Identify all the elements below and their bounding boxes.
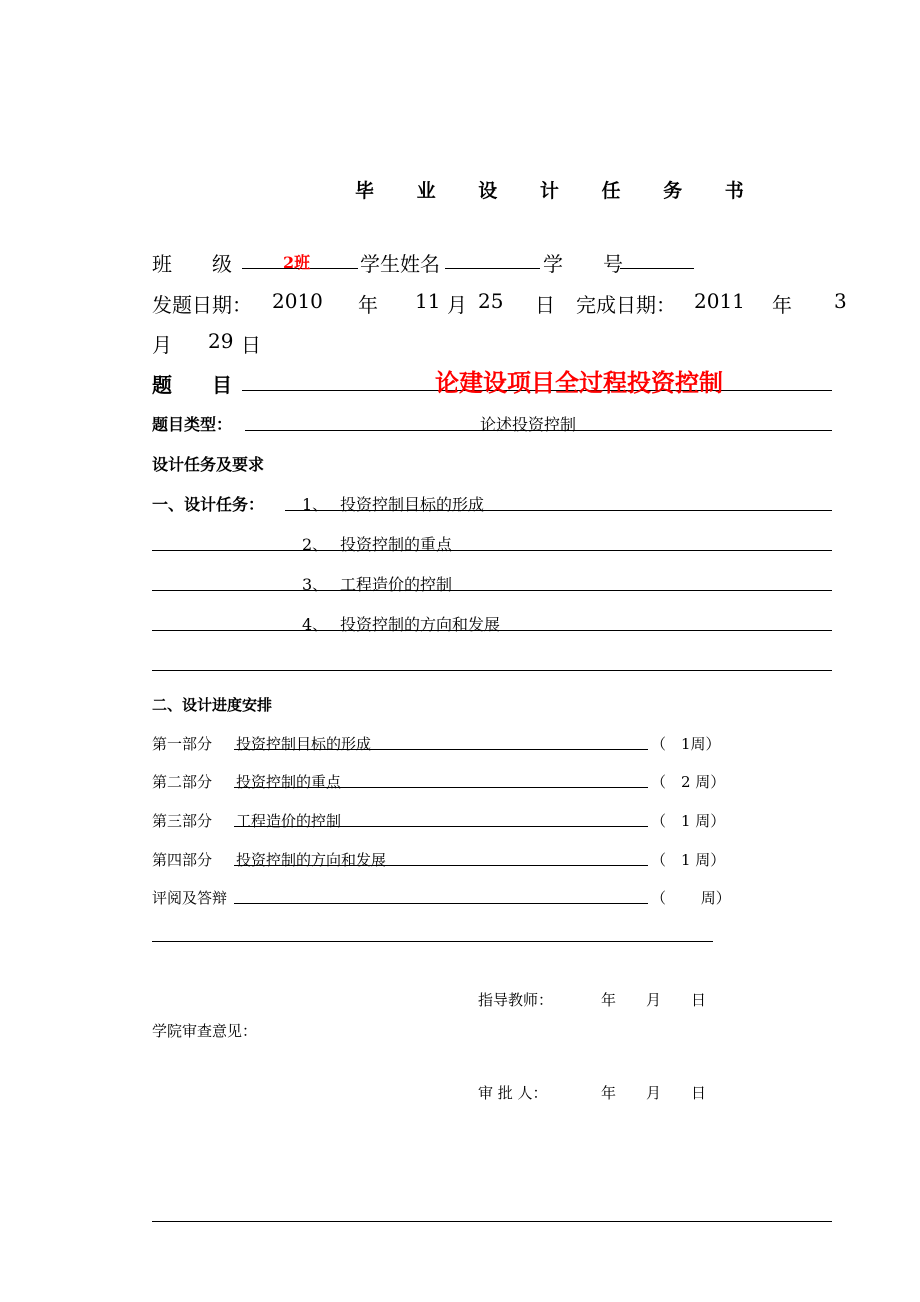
schedule-content-1: 投资控制目标的形成 xyxy=(236,735,372,753)
schedule-line-5 xyxy=(234,903,648,904)
task-text-1: 投资控制目标的形成 xyxy=(340,495,485,514)
task-text-3: 工程造价的控制 xyxy=(340,575,453,594)
complete-day: 29 xyxy=(208,329,234,353)
task-line-blank xyxy=(152,670,832,671)
complete-date-label: 完成日期： xyxy=(576,293,676,317)
task-text-2: 投资控制的重点 xyxy=(340,535,453,554)
complete-year-char: 年 xyxy=(772,293,792,317)
schedule-weeks-4: （ 1 周） xyxy=(651,851,726,869)
task-num-2: 2、 xyxy=(302,535,329,554)
schedule-header: 二、设计进度安排 xyxy=(152,696,273,714)
topic-value: 论建设项目全过程投资控制 xyxy=(435,368,723,397)
task-text-4: 投资控制的方向和发展 xyxy=(340,615,501,634)
schedule-weeks-1: （ 1周） xyxy=(651,735,721,753)
advisor-label: 指导教师： xyxy=(478,991,554,1009)
schedule-part-2: 第二部分 xyxy=(152,773,213,791)
schedule-part-4: 第四部分 xyxy=(152,851,213,869)
advisor-date: 年 月 日 xyxy=(601,991,707,1009)
issue-year: 2010 xyxy=(272,289,323,313)
schedule-part-5: 评阅及答辩 xyxy=(152,889,228,907)
complete-month-char: 月 xyxy=(152,333,172,357)
schedule-content-4: 投资控制的方向和发展 xyxy=(236,851,387,869)
bottom-line xyxy=(152,1221,832,1222)
issue-month: 11 xyxy=(415,289,441,313)
schedule-part-1: 第一部分 xyxy=(152,735,213,753)
student-id-underline xyxy=(620,268,694,269)
task-num-4: 4、 xyxy=(302,615,329,634)
issue-day: 25 xyxy=(478,289,504,313)
college-review-label: 学院审查意见： xyxy=(152,1022,258,1040)
complete-day-char: 日 xyxy=(241,333,261,357)
schedule-weeks-2: （ 2 周） xyxy=(651,773,726,791)
complete-month: 3 xyxy=(834,289,847,313)
complete-year: 2011 xyxy=(694,289,745,313)
schedule-weeks-3: （ 1 周） xyxy=(651,812,726,830)
approver-label: 审 批 人： xyxy=(478,1084,548,1102)
task-line-2 xyxy=(152,550,832,551)
approver-date: 年 月 日 xyxy=(601,1084,707,1102)
issue-month-char: 月 xyxy=(447,293,467,317)
task-line-3 xyxy=(152,590,832,591)
schedule-weeks-5: （ 周） xyxy=(651,889,731,907)
issue-day-char: 日 xyxy=(535,293,555,317)
task-num-3: 3、 xyxy=(302,575,329,594)
schedule-part-3: 第三部分 xyxy=(152,812,213,830)
class-label: 班 级 xyxy=(152,252,232,276)
student-name-underline xyxy=(445,268,540,269)
issue-date-label: 发题日期： xyxy=(152,293,252,317)
topic-type-value: 论述投资控制 xyxy=(480,415,577,434)
schedule-content-2: 投资控制的重点 xyxy=(236,773,342,791)
task-num-1: 1、 xyxy=(302,495,329,514)
schedule-content-3: 工程造价的控制 xyxy=(236,812,342,830)
topic-label: 题 目 xyxy=(152,373,232,397)
topic-type-label: 题目类型： xyxy=(152,415,233,434)
document-title: 毕 业 设 计 任 务 书 xyxy=(355,180,762,202)
section-header: 设计任务及要求 xyxy=(152,455,265,474)
schedule-line-blank xyxy=(152,941,713,942)
task-label: 一、设计任务： xyxy=(152,495,265,514)
student-id-label: 学 号 xyxy=(543,252,623,276)
issue-year-char: 年 xyxy=(358,293,378,317)
student-name-label: 学生姓名 xyxy=(360,252,440,276)
class-value: 2班 xyxy=(283,253,311,272)
